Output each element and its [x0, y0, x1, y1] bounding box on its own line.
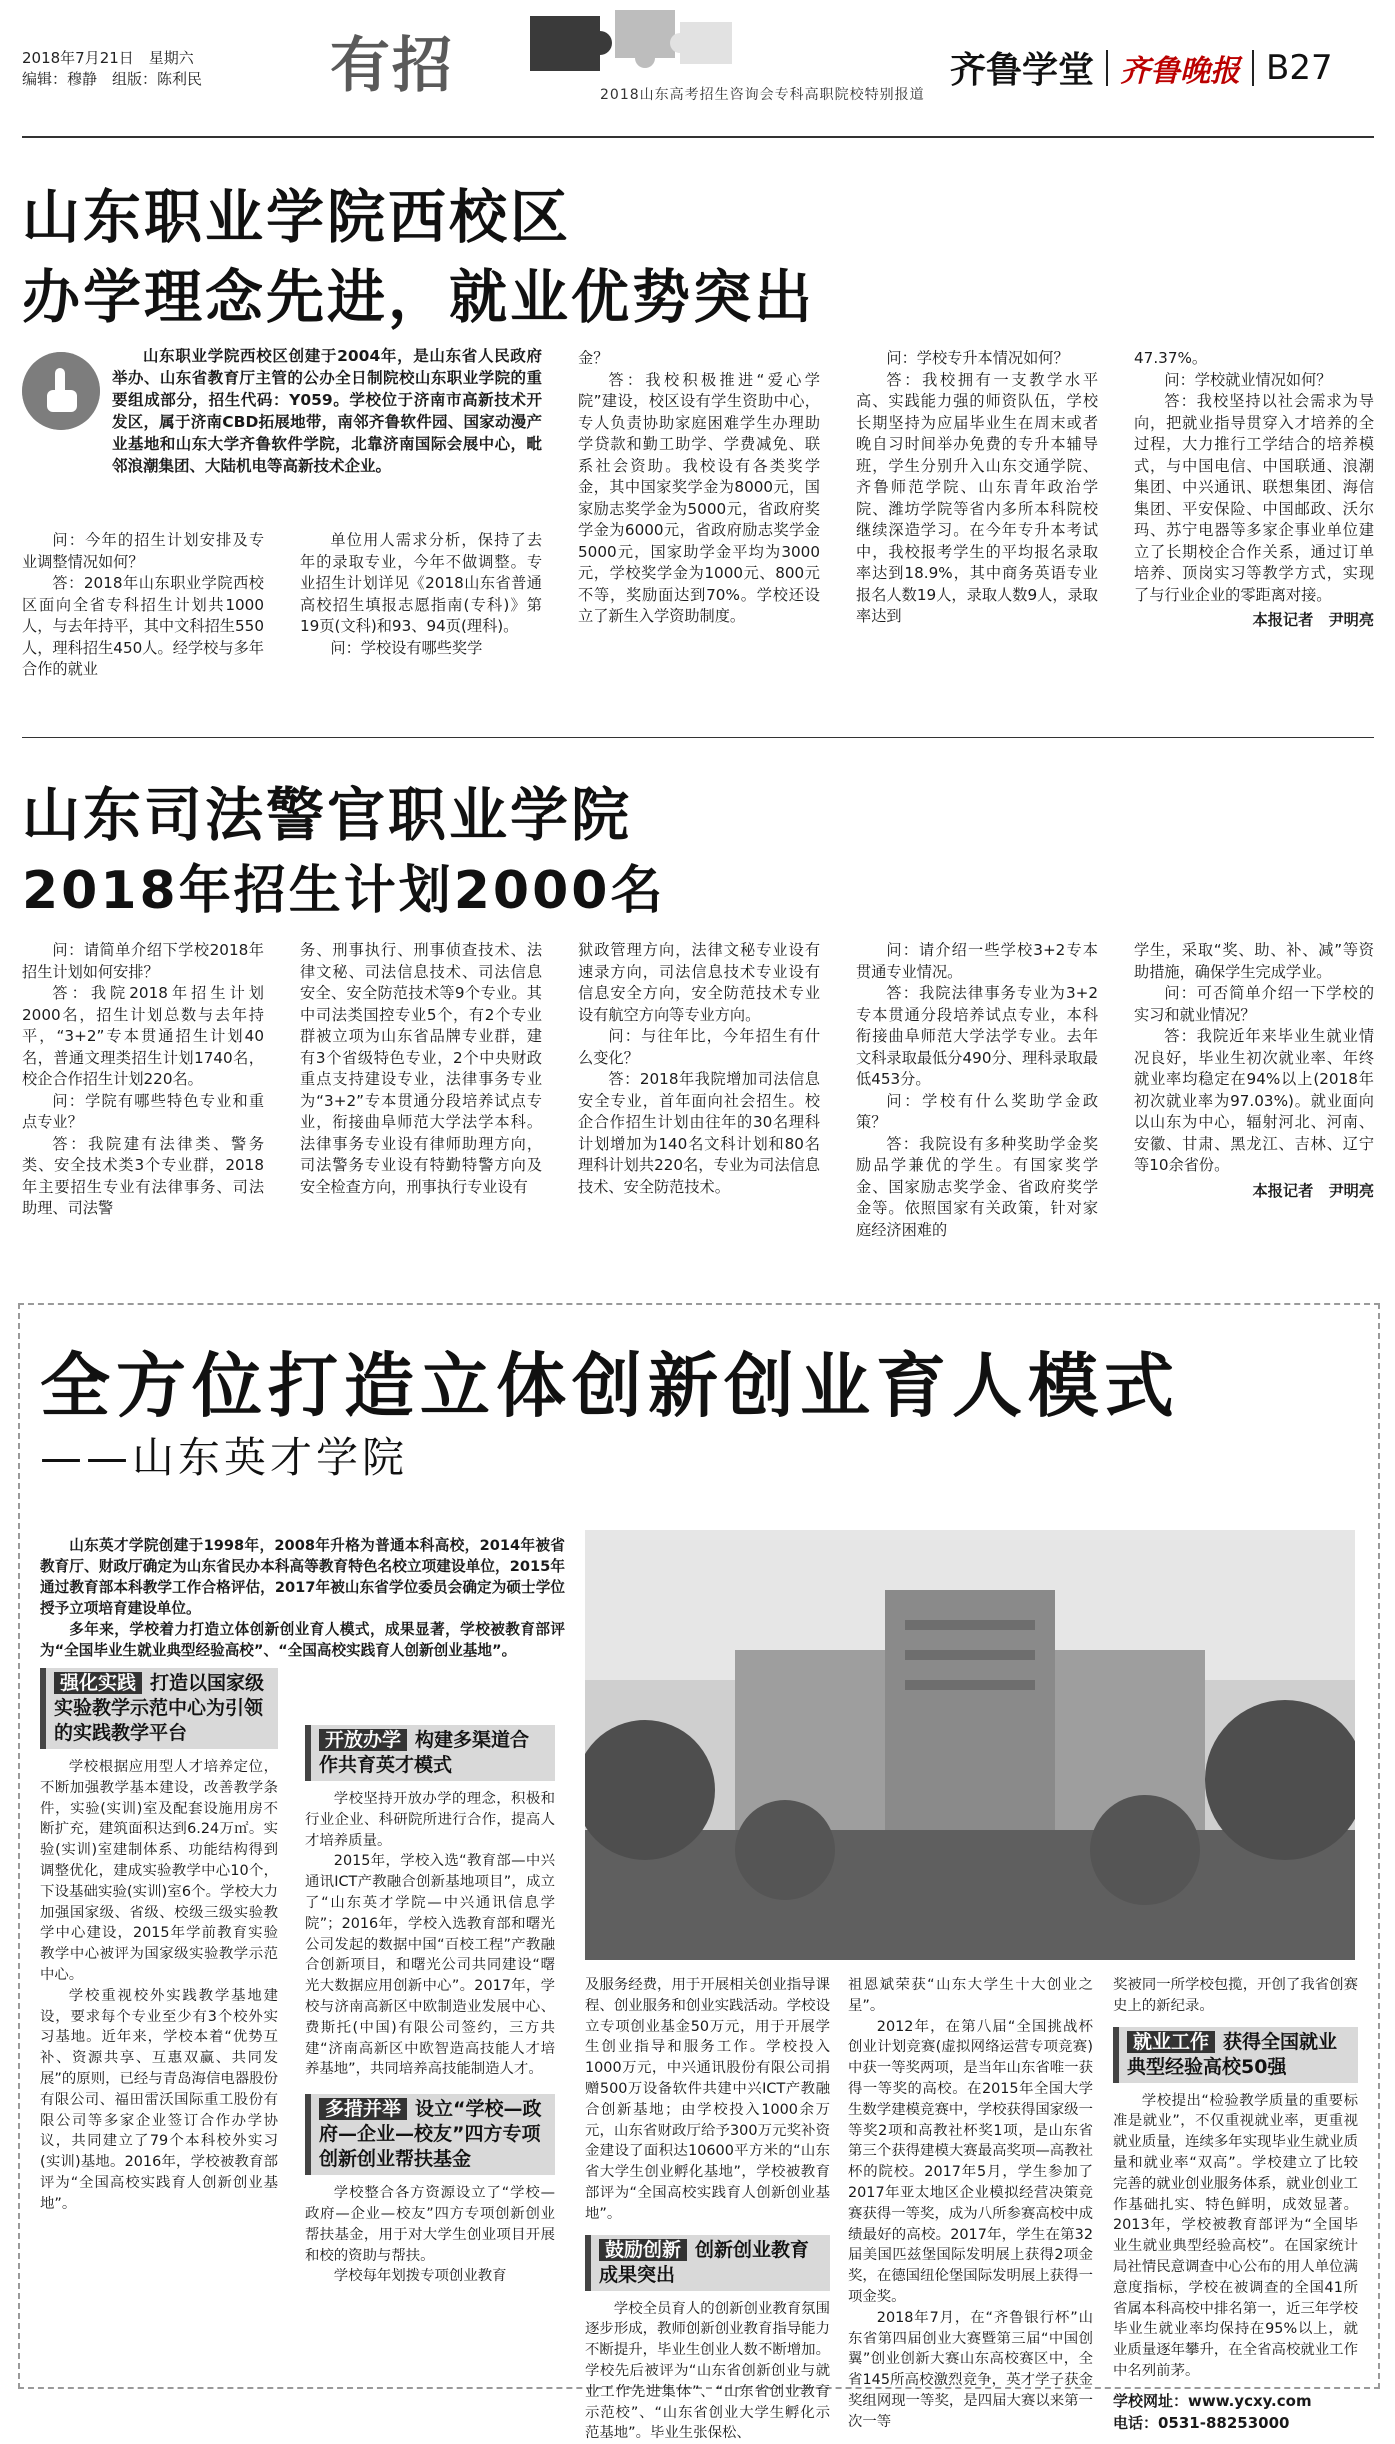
intro-paragraph: 山东职业学院西校区创建于2004年，是山东省人民政府举办、山东省教育厅主管的公办全日制院校山东职业学院的重要组成部分，招生代码：Y059。学校位于济南市高新技术开发区，属于济南CBD拓展地带，南邻齐鲁软件园、国家动漫产业基地和山东大学齐鲁软件学院，北靠济南国际会展中心，毗邻浪潮集团、大陆机电等高新技术企业。	[112, 347, 542, 475]
section-name: 齐鲁学堂	[950, 50, 1095, 91]
section-title: 打造以国家级实验教学示范中心为引领的实践教学平台	[54, 1672, 265, 1744]
paragraph: 答：我院建有法律类、警务类、安全技术类3个专业群，2018年主要招生专业有法律事务、司法助理、司法警	[22, 1134, 264, 1217]
article1-col2	[300, 530, 542, 659]
paragraph: 答：我院2018年招生计划2000名，招生计划总数与去年持平，“3+2”专本贯通招生计划40名，普通文理类招生计划1740名，校企合作招生计划220名。	[22, 984, 264, 1088]
issue-date: 2018年7月21日 星期六	[22, 49, 194, 67]
paragraph: 单位用人需求分析，保持了去年的录取专业，今年不做调整。专业招生计划详见《2018山东省普通高校招生填报志愿指南(专科)》第19页(文科)和93、94页(理科)。	[300, 531, 542, 635]
paragraph: 答：2018年山东职业学院西校区面向全省专科招生计划共1000人，与去年持平，其中文科招生550人，理科招生450人。经学校与多年合作的就业	[22, 574, 264, 678]
article2-title-line2: 2018年招生计划2000名	[22, 861, 666, 921]
paragraph: 学校坚持开放办学的理念，积极和行业企业、科研院所进行合作，提高人才培养质量。	[305, 1791, 555, 1849]
paragraph: 2018年7月，在“齐鲁银行杯”山东省第四届创业大赛暨第三届“中国创翼”创业创新大赛山东高校赛区中，全省145所高校激烈竞争，英才学子获金奖组网现一等奖，是四届大赛以来第一次一等	[848, 2309, 1093, 2430]
article1-col4	[856, 348, 1098, 628]
paragraph: 学校提出“检验教学质量的重要标准是就业”，不仅重视就业率，更重视就业质量，连续多年实现毕业生就业质量和就业率“双高”。学校建立了比较完善的就业创业服务体系，就业创业工作基础扎实、特色鲜明，成效显著。2013年，学校被教育部评为“全国毕业生就业典型经验高校”。在国家统计局社情民意调查中心公布的用人单位满意度指标，学校在被调查的全国41所省属本科高校中排名第一，近三年学校毕业生就业率均保持在95%以上，就业质量逐年攀升，在全省高校就业工作中名列前茅。	[1113, 2092, 1358, 2379]
article3-title: 全方位打造立体创新创业育人模式	[40, 1345, 1180, 1427]
section-title: 构建多渠道合作共育英才模式	[319, 1729, 530, 1776]
article1-col3	[578, 348, 820, 628]
section-title: 设立“学校—政府—企业—校友”四方专项创新创业帮扶基金	[319, 2098, 542, 2171]
section-title: 获得全国就业典型经验高校50强	[1127, 2030, 1338, 2078]
paper-logo: 齐鲁晚报	[1120, 53, 1241, 89]
paragraph: 问：今年的招生计划安排及专业调整情况如何？	[22, 531, 264, 571]
paragraph: 问：学校就业情况如何？	[1164, 370, 1332, 389]
paragraph: 答：我校拥有一支教学水平高、实践能力强的师资队伍，学校长期坚持为应届毕业生在周末或者晚自习时间举办免费的专升本辅导班，学生分别升入山东交通学院、齐鲁师范学院、山东青年政治学院、潍坊学院等省内多所本科院校继续深造学习。在今年专升本考试中，我校报考学生的平均报名录取率达到18.9%，其中商务英语专业报名人数19人，录取人数9人，录取率达到	[856, 370, 1098, 625]
paragraph: 山东英才学院创建于1998年，2008年升格为普通本科高校，2014年被省教育厅、财政厅确定为山东省民办本科高等教育特色名校立项建设单位，2015年通过教育部本科教学工作合格评估，2017年被山东省学位委员会确定为硕士学位授予立项培育建设单位。	[40, 1537, 565, 1617]
paragraph: 答：我校积极推进“爱心学院”建设，校区设有学生资助中心，专人负责协助家庭困难学生办理助学贷款和勤工助学、学费减免、联系社会资助。我校设有各类奖学金，其中国家奖学金为8000元，国家励志奖学金为5000元，省政府奖学金为6000元，省政府励志奖学金5000元，国家助学金平均为3000元，学校奖学金为1000元、800元不等，奖励面达到70%。学校还设立了新生入学资助制度。	[578, 370, 820, 625]
paragraph: 答：我校坚持以社会需求为导向，把就业指导贯穿入才培养的全过程，大力推行工学结合的培养模式，与中国电信、中国联通、浪潮集团、中兴通讯、联想集团、海信集团、平安保险、中国邮政、沃尔玛、苏宁电器等多家企事业单位建立了长期校企合作关系，通过订单培养、顶岗实习等教学方式，实现了与行业企业的零距离对接。	[1134, 392, 1374, 604]
article1-intro	[112, 345, 542, 477]
section-text	[40, 1757, 278, 2215]
paragraph: 问：可否简单介绍一下学校的实习和就业情况？	[1134, 984, 1374, 1024]
paragraph: 及服务经费，用于开展相关创业指导课程、创业服务和创业实践活动。学校设立专项创业基金50万元，用于开展学生创业指导和服务工作。学校投入1000万元，中兴通讯股份有限公司捐赠500万设备软件共建中兴ICT产教融合创新基地；由学校投入1000余万元，山东省财政厅给予300万元奖补资金建设了面积达10600平方米的“山东省大学生创业孵化基地”，学校被教育部评为“全国高校实践育人创新创业基地”。	[585, 1977, 830, 2222]
article2-col3	[578, 940, 820, 1198]
paragraph: 务、刑事执行、刑事侦查技术、法律文秘、司法信息技术、司法信息安全、安全防范技术等9个专业。其中司法类国控专业5个，有2个专业群被立项为山东省品牌专业群，建有3个省级特色专业，2个中央财政重点支持建设专业，法律事务专业为“3+2”专本贯通分段培养试点专业，衔接曲阜师范大学法学本科。法律事务专业设有律师助理方向，司法警务专业设有特勤特警方向及安全检查方向，刑事执行专业设有	[300, 941, 542, 1196]
header-rule	[22, 136, 1374, 138]
section-text	[305, 2183, 555, 2287]
article3-subtitle: ——山东英才学院	[40, 1433, 409, 1482]
section-heading	[1113, 2027, 1358, 2083]
page-number: B27	[1266, 47, 1333, 88]
website: 学校网址：www.ycxy.com	[1113, 2391, 1312, 2410]
article1-title-line1: 山东职业学院西校区	[22, 183, 572, 251]
section-tag: 强化实践	[54, 1672, 142, 1694]
section-text	[585, 1975, 830, 2225]
section-text	[848, 1975, 1093, 2433]
column-logo: 有招	[330, 31, 454, 101]
byline: 本报记者 尹明亮	[1252, 611, 1374, 629]
contact-info	[1113, 2390, 1358, 2434]
masthead-right	[950, 42, 1333, 93]
paragraph: 学校根据应用型人才培养定位，不断加强教学基本建设，改善教学条件，实验(实训)室及配套设施用房不断扩充，建筑面积达到6.24万㎡。实验(实训)室建制体系、功能结构得到调整优化，建成实验教学中心10个，下设基础实验(实训)室6个。学校大力加强国家级、省级、校级三级实验教学中心建设，2015年学前教育实验教学中心被评为国家级实验教学示范中心。	[40, 1759, 278, 1983]
article3-col5	[1113, 1975, 1358, 2434]
section-heading	[40, 1668, 278, 1749]
paragraph: 问：学校设有哪些奖学	[330, 638, 483, 657]
hand-pointer-icon	[22, 352, 100, 430]
article3-col4	[848, 1975, 1093, 2433]
section-tag: 开放办学	[319, 1729, 407, 1751]
paragraph: 答：我院设有多种奖助学金奖励品学兼优的学生。有国家奖学金、国家励志奖学金、省政府奖学金等。依照国家有关政策，针对家庭经济困难的	[856, 1134, 1098, 1239]
paragraph: 答：2018年我院增加司法信息安全专业，首年面向社会招生。校企合作招生计划由往年的30名理科计划增加为140名文科计划和80名理科计划共220名，专业为司法信息技术、安全防范技术。	[578, 1070, 820, 1196]
article2-title-line1: 山东司法警官职业学院	[22, 781, 633, 849]
article3-col2	[305, 1725, 555, 2287]
article3-col1	[40, 1668, 278, 2215]
paragraph: 答：我院近年来毕业生就业情况良好，毕业生初次就业率、年终就业率均稳定在94%以上(2018年初次就业率为97.03%)。就业面向以山东为中心，辐射河北、河南、安徽、甘肃、黑龙江、吉林、辽宁等10余省份。	[1134, 1027, 1374, 1174]
campus-photo	[585, 1530, 1355, 1960]
divider	[1106, 50, 1108, 86]
paragraph: 多年来，学校着力打造立体创新创业育人模式，成果显著，学校被教育部评为“全国毕业生就业典型经验高校”、“全国高校实践育人创新创业基地”。	[40, 1621, 565, 1659]
paragraph: 祖恩斌荣获“山东大学生十大创业之星”。	[848, 1977, 1093, 2014]
article2-col5	[1134, 940, 1374, 1202]
article2-col2	[300, 940, 542, 1198]
article2-col1	[22, 940, 264, 1220]
paragraph: 学校整合各方资源设立了“学校—政府—企业—校友”四方专项创新创业帮扶基金，用于对大学生创业项目开展和校的资助与帮扶。	[305, 2185, 555, 2264]
paragraph: 2012年，在第八届“全国挑战杯创业计划竞赛(虚拟网络运营专项竞赛)中获一等奖两项，是当年山东省唯一获得一等奖的高校。在2015年全国大学生数学建模竞赛中，学校获得国家级一等奖2项和高教社杯奖1项，是山东省第三个获得建模大赛最高奖项—高教社杯的院校。2017年5月，学生参加了2017年亚太地区企业模拟经营决策竞赛获得一等奖，成为八所参赛高校中成绩最好的高校。2017年，学生在第32届美国匹兹堡国际发明展上获得2项金奖，在德国纽伦堡国际发明展上获得一项金奖。	[848, 2018, 1093, 2305]
section-text	[585, 2299, 830, 2444]
section-text	[1113, 2091, 1358, 2382]
article2-col4	[856, 940, 1098, 1241]
section-tag: 鼓励创新	[599, 2239, 687, 2261]
paragraph: 学生，采取“奖、助、补、减”等资助措施，确保学生完成学业。	[1134, 941, 1374, 981]
paragraph: 学校全员育人的创新创业教育氛围逐步形成，教师创新创业教育指导能力不断提升，毕业生创业人数不断增加。学校先后被评为“山东省创新创业与就业工作先进集体”、“山东省创业教育示范校”、“山东省创业大学生孵化示范基地”。毕业生张保松、	[585, 2300, 830, 2442]
puzzle-icon	[520, 6, 740, 78]
paragraph: 问：学校专升本情况如何？	[886, 349, 1069, 367]
article1-col1	[22, 530, 264, 681]
section-title: 创新创业教育成果突出	[599, 2238, 810, 2286]
paragraph: 问：学校有什么奖助学金政策？	[856, 1091, 1098, 1131]
divider	[1252, 50, 1254, 86]
article1-col5	[1134, 348, 1374, 632]
paragraph: 问：请介绍一些学校3+2专本贯通专业情况。	[856, 941, 1098, 981]
section-heading	[585, 2235, 830, 2291]
masthead-info	[22, 48, 202, 90]
paragraph: 问：学院有哪些特色专业和重点专业？	[22, 1091, 264, 1131]
paragraph: 学校每年划拨专项创业教育	[333, 2268, 507, 2285]
byline: 本报记者 尹明亮	[1252, 1181, 1374, 1200]
phone: 电话：0531-88253000	[1113, 2413, 1290, 2432]
column-subtitle: 2018山东高考招生咨询会专科高职院校特别报道	[600, 87, 925, 103]
paragraph: 2015年，学校入选“教育部—中兴通讯ICT产教融合创新基地项目”，成立了“山东英才学院—中兴通讯信息学院”；2016年，学校入选教育部和曙光公司发起的数据中国“百校工程”产教融合创新项目，和曙光公司共同建设“曙光大数据应用创新中心”。2017年，学校与济南高新区中欧制造业发展中心、费斯托(中国)有限公司签约，三方共建“济南高新区中欧智造高技能人才培养基地”，共同培养高技能制造人才。	[305, 1853, 555, 2078]
section-heading	[305, 1725, 555, 1781]
paragraph: 奖被同一所学校包揽，开创了我省创赛史上的新纪录。	[1113, 1977, 1358, 2014]
paragraph: 47.37%。	[1134, 349, 1208, 367]
section-heading	[305, 2094, 555, 2175]
article3-col3	[585, 1975, 830, 2444]
article3-intro	[40, 1535, 565, 1661]
section-text	[1113, 1975, 1358, 2017]
article1-title-line2: 办学理念先进，就业优势突出	[22, 263, 816, 331]
section-tag: 就业工作	[1127, 2031, 1215, 2053]
paragraph: 金？	[578, 349, 609, 367]
section-rule	[22, 737, 1374, 738]
section-tag: 多措并举	[319, 2098, 407, 2120]
paragraph: 问：请简单介绍下学校2018年招生计划如何安排？	[22, 941, 264, 981]
section-text	[305, 1789, 555, 2080]
paragraph: 狱政管理方向，法律文秘专业设有速录方向，司法信息技术专业设有信息安全方向，安全防范技术专业设有航空方向等专业方向。	[578, 941, 820, 1024]
editors-line: 编辑：穆静 组版：陈利民	[22, 70, 203, 88]
paragraph: 问：与往年比，今年招生有什么变化？	[578, 1027, 820, 1067]
paragraph: 学校重视校外实践教学基地建设，要求每个专业至少有3个校外实习基地。近年来，学校本着“优势互补、资源共享、互惠双赢、共同发展”的原则，已经与青岛海信电器股份有限公司、福田雷沃国际重工股份有限公司等多家企业签订合作办学协议，共同建立了79个本科校外实习(实训)基地。2016年，学校被教育部评为“全国高校实践育人创新创业基地”。	[40, 1987, 278, 2212]
paragraph: 答：我院法律事务专业为3+2专本贯通分段培养试点专业，本科衔接曲阜师范大学法学专业。去年文科录取最低分490分、理科录取最低453分。	[856, 984, 1098, 1088]
